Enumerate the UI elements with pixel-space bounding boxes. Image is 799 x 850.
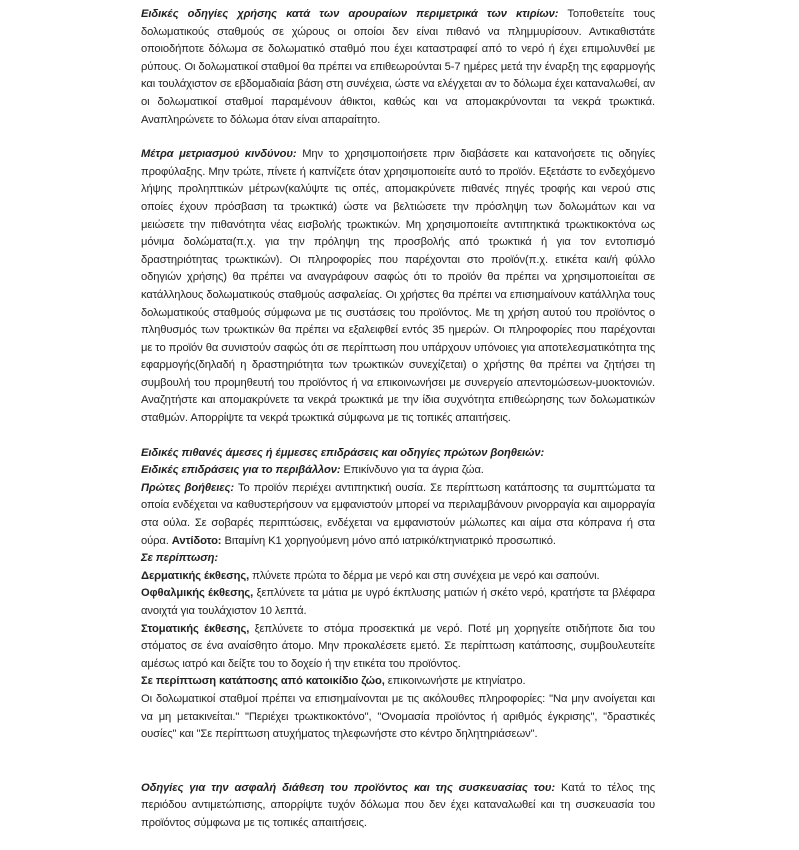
section-text: Κατά το τέλος της περιόδου αντιμετώπισης, απορρίψτε τυχόν δόλωμα που δεν έχει καταναλωθεί και τη συσκευασία του προϊόντος σύμφωνα με τις τοπικές απαιτήσεις. — [141, 781, 655, 829]
oral-exposure — [141, 621, 655, 674]
eye-label: Οφθαλμικής έκθεσης, — [141, 587, 254, 600]
environment-text: Επικίνδυνο για τα άγρια ζώα. — [343, 464, 484, 477]
dermal-label: Δερματικής έκθεσης, — [141, 569, 250, 582]
oral-text: ξεπλύνετε το στόμα προσεκτικά με νερό. Ποτέ μη χορηγείτε οτιδήποτε δια του στόματος σε ένα αναίσθητο άτομο. Μην προκαλέσετε εμετό. Σε περίπτωση κατάποσης, συμβουλευτείτε αμέσως ιατρό και δείξτε του το δοχείο ή την ετικέτα του προϊόντος. — [141, 622, 656, 670]
section-disposal — [141, 780, 655, 833]
section-heading: Ειδικές πιθανές άμεσες ή έμμεσες επιδράσεις και οδηγίες πρώτων βοηθειών: — [141, 446, 545, 459]
oral-label: Στοματικής έκθεσης, — [141, 622, 250, 635]
spacer — [141, 744, 655, 780]
pet-ingestion — [141, 673, 655, 691]
first-aid-text: Το προϊόν περιέχει αντιπηκτική ουσία. Σε περίπτωση κατάποσης τα συμπτώματα τα οποία ενδέχεται να καθυστερήσουν να εμφανιστούν μπορεί να περιλαμβάνουν ρινορραγία και αιμορραγία στα ούλα. Σε σοβαρές περιπτώσεις, ενδέχεται να εμφανιστούν μώλωπες και αίμα στα κόπρανα ή στα ούρα. — [141, 481, 656, 547]
section-first-aid — [141, 445, 655, 744]
document-body — [141, 6, 655, 850]
section-text: Μην το χρησιμοποιήσετε πριν διαβάσετε και κατανοήσετε τις οδηγίες προφύλαξης. Μην τρώτε, πίνετε ή καπνίζετε όταν χρησιμοποιείτε αυτό το προϊόν. Εξετάστε το ενδεχόμενο λήψης προληπτικών μέτρων(καλύψτε τις οπές, απομακρύνετε πιθανές πηγές τροφής και νερού στις οποίες έχουν πρόσβαση τα τρωκτικά) ώστε να βελτιώσετε την πρόσληψη των δολωμάτων και να μειώσετε την πιθανότητα νέας εισβολής τρωκτικών. Μη χρησιμοποιείτε αντιπηκτικά τρωκτικοκτόνα ως μόνιμα δολώματα(π.χ. για την πρόληψη της προσβολής από τρωκτικά ή για τον εντοπισμό δραστηριότητας τρωκτικών). Οι πληροφορίες που παρέχονται στο προϊόν(π.χ. ετικέτα και/ή φύλλο οδηγιών χρήσης) θα πρέπει να αναγράφουν σαφώς ότι το προϊόν θα πρέπει να χρησιμοποιείται σε κατάλληλους δολωματικούς σταθμούς ασφαλείας. Οι χρήστες θα πρέπει να επισημαίνουν κατάλληλα τους δολωματικούς σταθμούς σύμφωνα με τις συστάσεις του προϊόντος. Με τη χρήση αυτού του προϊόντος ο πληθυσμός των τρωκτικών θα πρέπει να εξαλειφθεί εντός 35 ημερών. Οι πληροφορίες που παρέχονται με το προϊόν θα συνιστούν σαφώς ότι σε περίπτωση που υπάρχουν υπόνοιες για αποτελεσματικότητα της εφαρμογής(δηλαδή η δραστηριότητα των τρωκτικών συνεχίζεται) ο χρήστης θα πρέπει να ζητήσει τη συμβουλή του προμηθευτή του προϊόντος ή να επικοινωνήσει με συνεργείο απεντομώσεων-μυοκτονιών. Αναζητήστε και απομακρύνετε τα νεκρά τρωκτικά με την ίδια συχνότητα επιθεώρησης των δολωματικών σταθμών. Απορρίψτε τα νεκρά τρωκτικά σύμφωνα με τις τοπικές απαιτήσεις. — [141, 148, 655, 425]
antidote-label: Αντίδοτο: — [171, 534, 222, 547]
environment-label: Ειδικές επιδράσεις για το περιβάλλον: — [141, 464, 341, 477]
dermal-text: πλύνετε πρώτα το δέρμα με νερό και στη συνέχεια με νερό και σαπούνι. — [252, 569, 600, 582]
eye-text: ξεπλύνετε τα μάτια με υγρό έκπλυσης ματιών ή σκέτο νερό, κρατήστε τα βλέφαρα ανοιχτά για τουλάχιστον 10 λεπτά. — [141, 587, 655, 617]
first-aid-label: Πρώτες βοήθειες: — [141, 481, 235, 494]
in-case-label: Σε περίπτωση: — [141, 552, 218, 565]
section-rats-perimeter — [141, 6, 655, 129]
section-risk-mitigation — [141, 146, 655, 428]
pet-text: επικοινωνήστε με κτηνίατρο. — [387, 675, 526, 688]
dermal-exposure — [141, 568, 655, 586]
section-heading: Οδηγίες για την ασφαλή διάθεση του προϊόντος και της συσκευασίας του: — [141, 781, 555, 794]
section-heading: Ειδικές οδηγίες χρήσης κατά των αρουραίων περιμετρικά των κτιρίων: — [141, 8, 559, 20]
eye-exposure — [141, 585, 655, 620]
bait-station-labeling: Οι δολωματικοί σταθμοί πρέπει να επισημαίνονται με τις ακόλουθες πληροφορίες: "Να μην ανοίγεται και να μη μετακινείται." "Περιέχει τρωκτικοκτόνο", "Ονομασία προϊόντος ή αριθμός έγκρισης", "δραστικές ουσίες" και "Σε περίπτωση ατυχήματος τηλεφωνήστε στο κέντρο δηλητηριάσεων". — [141, 692, 655, 741]
section-heading: Μέτρα μετριασμού κινδύνου: — [141, 148, 297, 161]
section-text: Τοποθετείτε τους δολωματικούς σταθμούς σε χώρους οι οποίοι δεν είναι πιθανό να πλημμυρίσουν. Αντικαθιστάτε οποιοδήποτε δόλωμα σε δολωματικό σταθμό που έχει καταστραφεί από το νερό ή έχει επιμολυνθεί με ρύπους. Οι δολωματικοί σταθμοί θα πρέπει να επιθεωρούνται 5-7 ημέρες μετά την έναρξη της εφαρμογής και τουλάχιστον σε εβδομαδιαία βάση στη συνέχεια, ώστε να ελέγχεται αν το δόλωμα έχει καταναλωθεί, αν οι δολωματικοί σταθμοί παραμένουν άθικτοι, καθώς και να απομακρύνονται τα νεκρά τρωκτικά. Αναπληρώνετε το δόλωμα όταν είναι απαραίτητο. — [141, 8, 655, 126]
first-aid — [141, 480, 655, 550]
environment-effects — [141, 462, 655, 480]
antidote-text: Βιταμίνη Κ1 χορηγούμενη μόνο από ιατρικό/κτηνιατρικό προσωπικό. — [224, 534, 556, 547]
pet-label: Σε περίπτωση κατάποσης από κατοικίδιο ζώο, — [141, 675, 385, 688]
